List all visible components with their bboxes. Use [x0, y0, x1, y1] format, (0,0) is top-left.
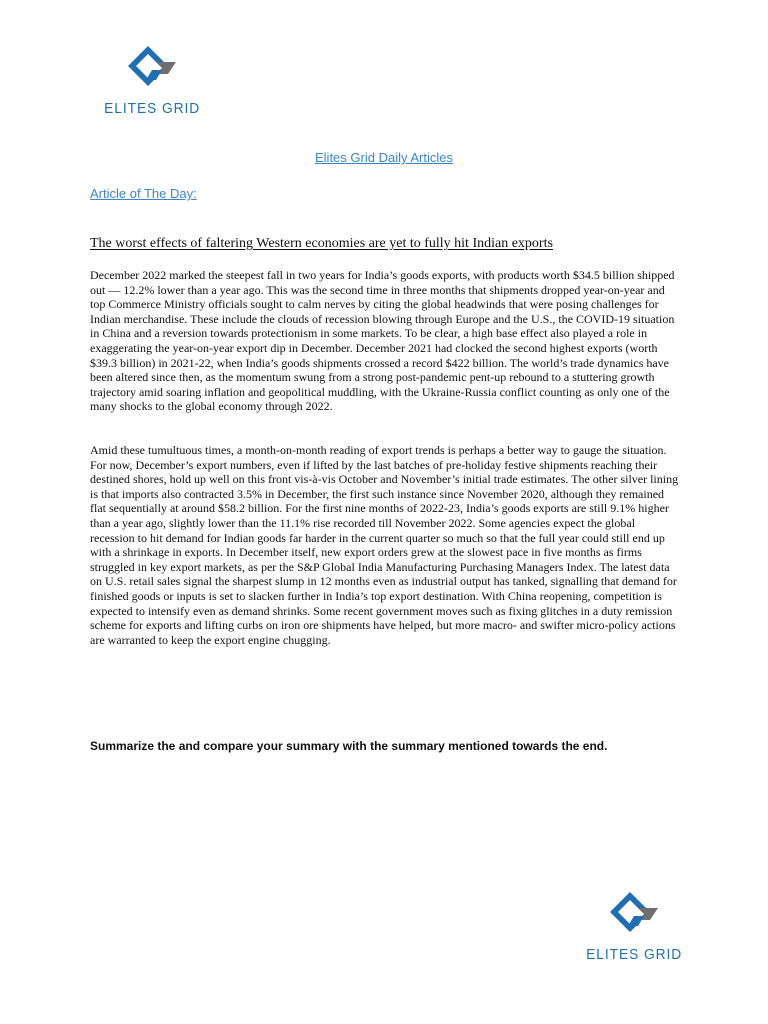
task-instruction: Summarize the and compare your summary with the summary mentioned towards the end. [90, 739, 608, 753]
brand-name: ELITES GRID [104, 100, 201, 117]
elites-grid-logo-icon [126, 44, 178, 96]
article-paragraph: December 2022 marked the steepest fall in two years for India’s goods exports, with products worth $34.5 billion shipped out — 12.2% lower than a year ago. This was the second time in three months that shipments dropped year-on-year and top Commerce Ministry officials sought to calm nerves by citing the global headwinds that were posing challenges for Indian merchandise. These include the clouds of recession blowing through Europe and the U.S., the COVID-19 situation in China and a reversion towards protectionism in some markets. To be clear, a high base effect also played a role in exaggerating the year-on-year export dip in December. December 2021 had clocked the second highest exports (worth $39.3 billion) in 2021-22, when India’s goods shipments crossed a record $422 billion. The world’s trade dynamics have been altered since then, as the momentum swung from a strong post-pandemic pent-up rebound to a stuttering growth trajectory amid soaring inflation and geopolitical muddling, with the Ukraine-Russia conflict counting as only one of the many shocks to the global economy through 2022. [90, 268, 675, 414]
daily-articles-link[interactable]: Elites Grid Daily Articles [315, 150, 453, 165]
article-of-the-day-link[interactable]: Article of The Day: [90, 186, 197, 201]
elites-grid-logo-top [100, 44, 204, 117]
elites-grid-logo-icon [608, 890, 660, 942]
elites-grid-logo-bottom [582, 890, 686, 963]
brand-name: ELITES GRID [586, 946, 683, 963]
article-title: The worst effects of faltering Western economies are yet to fully hit Indian exports [90, 236, 553, 251]
article-paragraph: Amid these tumultuous times, a month-on-month reading of export trends is perhaps a better way to gauge the situation. For now, December’s export numbers, even if lifted by the last batches of pre-holiday festive shipments reaching their destined shores, hold up well on this front vis-à-vis October and November’s initial trade estimates. The other silver lining is that imports also contracted 3.5% in December, the first such instance since November 2020, although they remained flat sequentially at around $58.2 billion. For the first nine months of 2022-23, India’s goods exports are still 9.1% higher than a year ago, slightly lower than the 11.1% rise recorded till November 2022. Some agencies expect the global recession to hit demand for Indian goods far harder in the current quarter so much so that the full year could still end up with a shrinkage in exports. In December itself, new export orders grew at the slowest pace in five months as firms struggled in key export markets, as per the S&P Global India Manufacturing Purchasing Managers Index. The latest data on U.S. retail sales signal the sharpest slump in 12 months even as industrial output has tanked, signalling that demand for finished goods or inputs is set to slacken further in India’s top export destination. With China reopening, competition is expected to intensify even as demand shrinks. Some recent government moves such as fixing glitches in a duty remission scheme for exports and lifting curbs on iron ore shipments have helped, but more macro- and swifter micro-policy actions are warranted to keep the export engine chugging. [90, 443, 679, 647]
